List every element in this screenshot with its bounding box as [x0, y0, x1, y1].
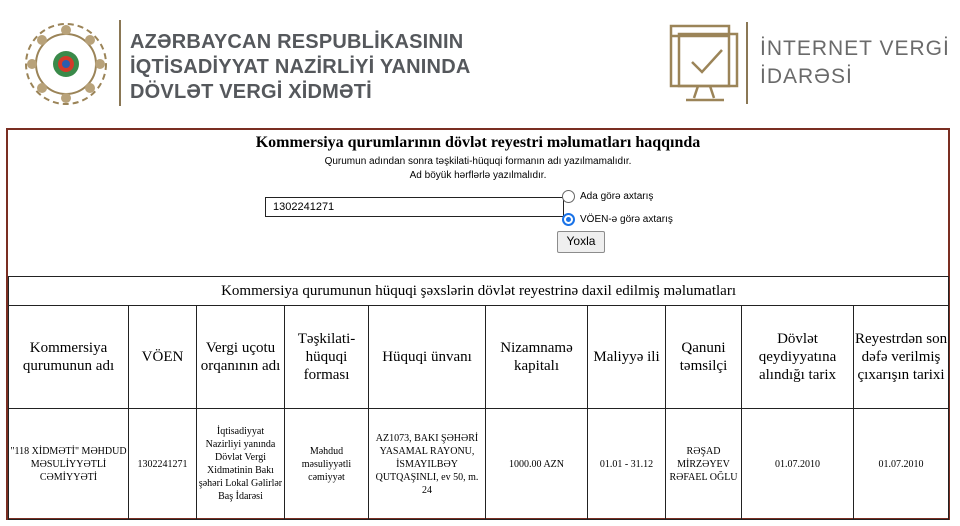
- ivi-line: İNTERNET VERGİ: [760, 37, 950, 60]
- table-cell: 1000.00 AZN: [486, 409, 588, 520]
- registry-panel: [6, 128, 950, 520]
- table-row: [9, 409, 949, 520]
- radio-label: Ada görə axtarış: [580, 191, 654, 202]
- table-cell: 01.07.2010: [742, 409, 854, 520]
- search-note: Ad böyük hərflərlə yazılmalıdır.: [409, 170, 547, 181]
- column-header: Nizamnamə kapitalı: [486, 306, 588, 409]
- table-cell: AZ1073, BAKI ŞƏHƏRİ YASAMAL RAYONU, İSMAYILBƏY QUTQAŞINLI, ev 50, m. 24: [369, 409, 486, 520]
- table-cell: Məhdud məsuliyyətli cəmiyyət: [285, 409, 369, 520]
- column-header: Qanuni təmsilçi: [666, 306, 742, 409]
- column-header: Təşkilati-hüquqi forması: [285, 306, 369, 409]
- table-cell: RƏŞAD MİRZƏYEV RƏFAEL OĞLU: [666, 409, 742, 520]
- table-header-row: [9, 306, 949, 409]
- table-cell: 01.07.2010: [854, 409, 949, 520]
- table-cell: İqtisadiyyat Nazirliyi yanında Dövlət Vergi Xidmətinin Bakı şəhəri Lokal Gəlirlər Baş İdarəsi: [197, 409, 285, 520]
- radio-circle[interactable]: [562, 213, 575, 226]
- org-line: DÖVLƏT VERGİ XİDMƏTİ: [130, 81, 372, 103]
- column-header: Hüquqi ünvanı: [369, 306, 486, 409]
- search-input[interactable]: 1302241271: [265, 197, 564, 217]
- column-header: Maliyyə ili: [588, 306, 666, 409]
- column-header: Dövlət qeydiyyatına alındığı tarix: [742, 306, 854, 409]
- check-button[interactable]: Yoxla: [557, 231, 605, 253]
- org-line: AZƏRBAYCAN RESPUBLİKASININ: [130, 31, 464, 53]
- column-header: VÖEN: [129, 306, 197, 409]
- page-title: Kommersiya qurumlarının dövlət reyestri məlumatları haqqında: [255, 134, 701, 151]
- radio-label: VÖEN-ə görə axtarış: [580, 214, 673, 225]
- azerbaijan-emblem-icon: [22, 20, 110, 108]
- table-cell: 01.01 - 31.12: [588, 409, 666, 520]
- site-header: [0, 0, 960, 125]
- results-table: [8, 276, 949, 520]
- column-header: Kommersiya qurumunun adı: [9, 306, 129, 409]
- column-header: Vergi uçotu orqanının adı: [197, 306, 285, 409]
- table-caption: Kommersiya qurumunun hüquqi şəxslərin dövlət reyestrinə daxil edilmiş məlumatları: [9, 277, 949, 306]
- organization-name: [130, 30, 471, 105]
- radio-search-by-name[interactable]: [562, 190, 653, 203]
- ivi-title: [760, 35, 950, 91]
- radio-circle[interactable]: [562, 190, 575, 203]
- search-note: Qurumun adından sonra təşkilati-hüquqi formanın adı yazılmamalıdır.: [324, 156, 632, 167]
- table-cell: "118 XİDMƏTİ" MƏHDUD MƏSULİYYƏTLİ CƏMİYYƏTİ: [9, 409, 129, 520]
- ivi-line: İDARƏSİ: [760, 65, 853, 88]
- column-header: Reyestrdən son dəfə verilmiş çıxarışın tarixi: [854, 306, 949, 409]
- header-divider: [119, 20, 121, 106]
- org-line: İQTİSADİYYAT NAZİRLİYİ YANINDA: [130, 56, 471, 78]
- computer-checkmark-icon: [668, 22, 744, 104]
- table-cell: 1302241271: [129, 409, 197, 520]
- header-divider: [746, 22, 748, 104]
- radio-search-by-voen[interactable]: [562, 213, 673, 226]
